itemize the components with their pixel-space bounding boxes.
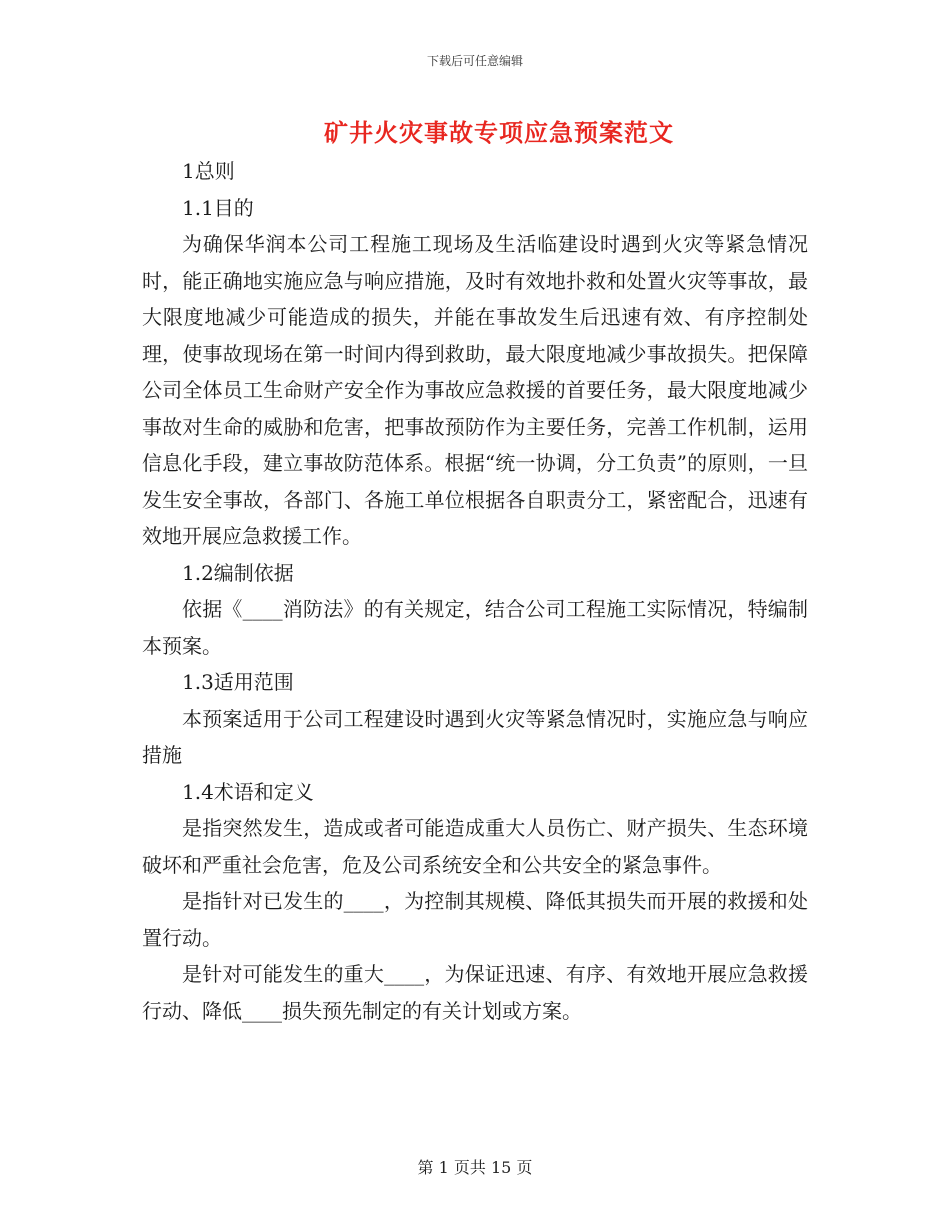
header-note: 下载后可任意编辑 — [426, 54, 523, 68]
section-heading-scope: 1.3适用范围 — [182, 670, 294, 694]
paragraph-term-plan: 是针对可能发生的重大____，为保证迅速、有序、有效地开展应急救援行动、降低____损失预先制定的有关计划或方案。 — [142, 962, 808, 1023]
document-body — [142, 153, 808, 1029]
section-heading-basis: 1.2编制依据 — [182, 560, 294, 585]
document-title: 矿井火灾事故专项应急预案范文 — [324, 118, 674, 147]
paragraph-basis: 依据《____消防法》的有关规定，结合公司工程施工实际情况，特编制本预案。 — [142, 597, 808, 658]
page-footer: 第 1 页共 15 页 — [417, 1158, 533, 1177]
section-heading-general: 1总则 — [182, 159, 235, 183]
section-heading-terms: 1.4术语和定义 — [182, 779, 314, 804]
paragraph-purpose: 为确保华润本公司工程施工现场及生活临建设时遇到火灾等紧急情况时，能正确地实施应急与响应措施，及时有效地扑救和处置火灾等事故，最大限度地减少可能造成的损失，并能在事故发生后迅速有效、有序控制处理，使事故现场在第一时间内得到救助，最大限度地减少事故损失。把保障公司全体员工生命财产安全作为事故应急救援的首要任务，最大限度地减少事故对生命的威胁和危害，把事故预防作为主要任务，完善工作机制，运用信息化手段，建立事故防范体系。根据“统一协调，分工负责”的原则，一旦发生安全事故，各部门、各施工单位根据各自职责分工，紧密配合，迅速有效地开展应急救援工作。 — [142, 232, 808, 548]
section-heading-purpose: 1.1目的 — [182, 195, 254, 220]
paragraph-term-response: 是指针对已发生的____，为控制其规模、降低其损失而开展的救援和处置行动。 — [142, 889, 808, 950]
paragraph-scope: 本预案适用于公司工程建设时遇到火灾等紧急情况时，实施应急与响应措施 — [142, 706, 808, 767]
paragraph-term-emergency: 是指突然发生，造成或者可能造成重大人员伤亡、财产损失、生态环境破坏和严重社会危害，危及公司系统安全和公共安全的紧急事件。 — [142, 816, 808, 877]
